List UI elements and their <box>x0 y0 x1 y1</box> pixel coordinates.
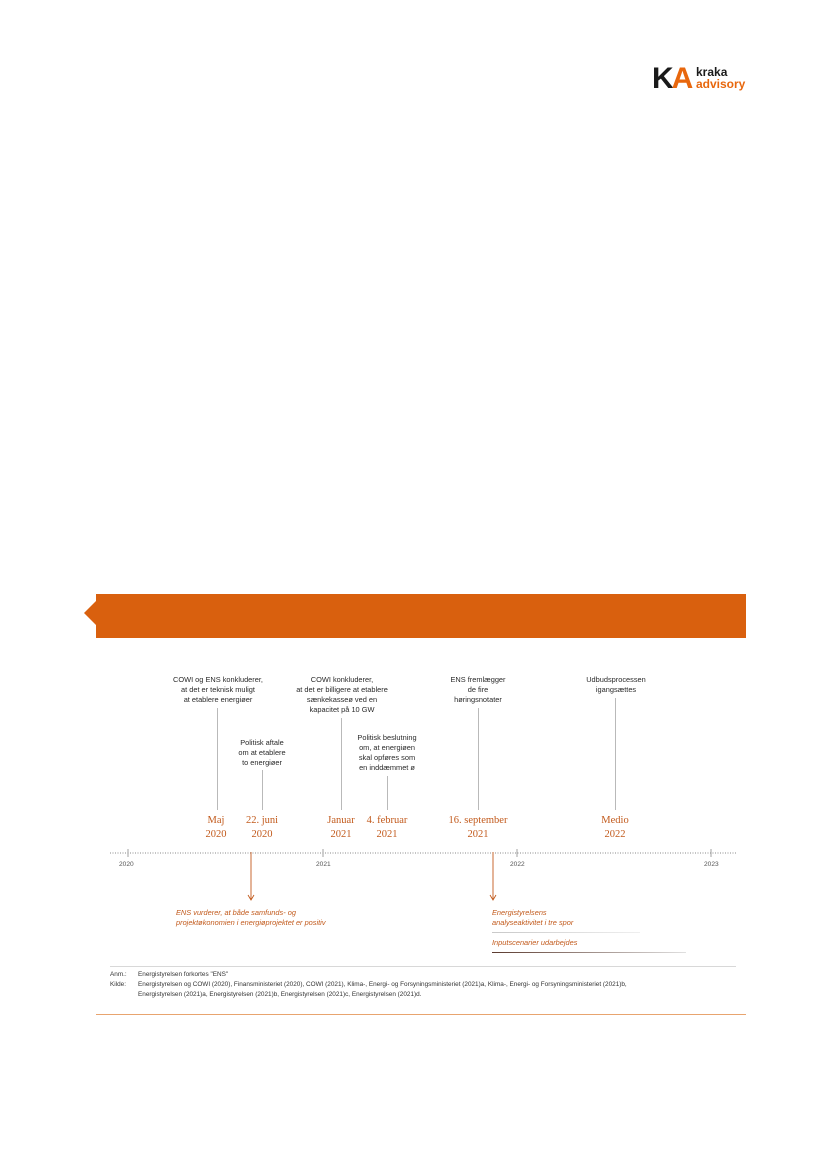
event-text: Udbudsprocessen igangsættes <box>586 675 646 694</box>
event-date: Januar 2021 <box>327 815 355 840</box>
footnote-kilde-label: Kilde: <box>110 981 126 988</box>
analysis-phase-label: Energistyrelsens analyseaktivitet i tre spor <box>492 908 574 927</box>
arrow-down-icon <box>246 852 256 904</box>
event-date: Medio 2022 <box>601 815 629 840</box>
event-text: ENS fremlægger de fire høringsnotater <box>450 675 506 704</box>
timeline-axis <box>108 846 740 862</box>
axis-tick-label: 2020 <box>119 861 134 868</box>
arrow-down-icon <box>488 852 498 904</box>
event-text: COWI konkluderer, at det er billigere at etablere sænkekasseø ved en kapacitet på 10 GW <box>296 675 388 714</box>
event-connector <box>615 698 616 810</box>
logo-word-kraka: kraka <box>696 65 728 79</box>
input-scenarios-label: Inputscenarier udarbejdes <box>492 938 578 947</box>
logo-mark <box>652 64 691 94</box>
event-text: Politisk aftale om at etablere to energiøer <box>238 738 286 767</box>
axis-tick-label: 2022 <box>510 861 525 868</box>
event-connector <box>478 708 479 810</box>
footnote-divider <box>110 966 736 967</box>
axis-tick-label: 2021 <box>316 861 331 868</box>
footnote-anm-label: Anm.: <box>110 971 127 978</box>
event-connector <box>262 770 263 810</box>
banner-notch <box>84 601 96 625</box>
logo-k: K <box>652 62 672 95</box>
event-date: 22. juni 2020 <box>245 815 279 840</box>
figure-bottom-rule <box>96 1014 746 1015</box>
footnote-sources: Energistyrelsen og COWI (2020), Finansministeriet (2020), COWI (2021), Klima-, Energi- og Forsyningsministeriet (2021)a, Klima-, Energi- og Forsyningsministeriet (2021)b, Energistyrelsen (2021)a, Energistyrelsen (2021)b, Energistyrelsen (2021)c, Energistyrelsen (2021)d. <box>138 981 627 998</box>
logo-a: A <box>671 62 692 95</box>
analysis-phase-bar <box>492 932 640 933</box>
event-date: Maj 2020 <box>205 815 227 840</box>
logo-wordmark <box>696 66 745 90</box>
ens-assessment-note: ENS vurderer, at både samfunds- og projektøkonomien i energiøprojektet er positiv <box>176 908 326 927</box>
event-text: Politisk beslutning om, at energiøen skal opføres som en inddæmmet ø <box>357 733 417 772</box>
event-date: 4. februar 2021 <box>366 815 408 840</box>
logo-word-advisory: advisory <box>696 77 746 91</box>
event-connector <box>387 776 388 810</box>
figure-title-banner <box>96 594 746 638</box>
event-date: 16. september 2021 <box>448 815 508 840</box>
event-text: COWI og ENS konkluderer, at det er teknisk muligt at etablere energiøer <box>173 675 263 704</box>
footnote-anm-text: Energistyrelsen forkortes "ENS" <box>138 971 229 978</box>
input-scenarios-bar <box>492 952 686 953</box>
kraka-advisory-logo <box>652 64 762 94</box>
axis-tick-label: 2023 <box>704 861 719 868</box>
